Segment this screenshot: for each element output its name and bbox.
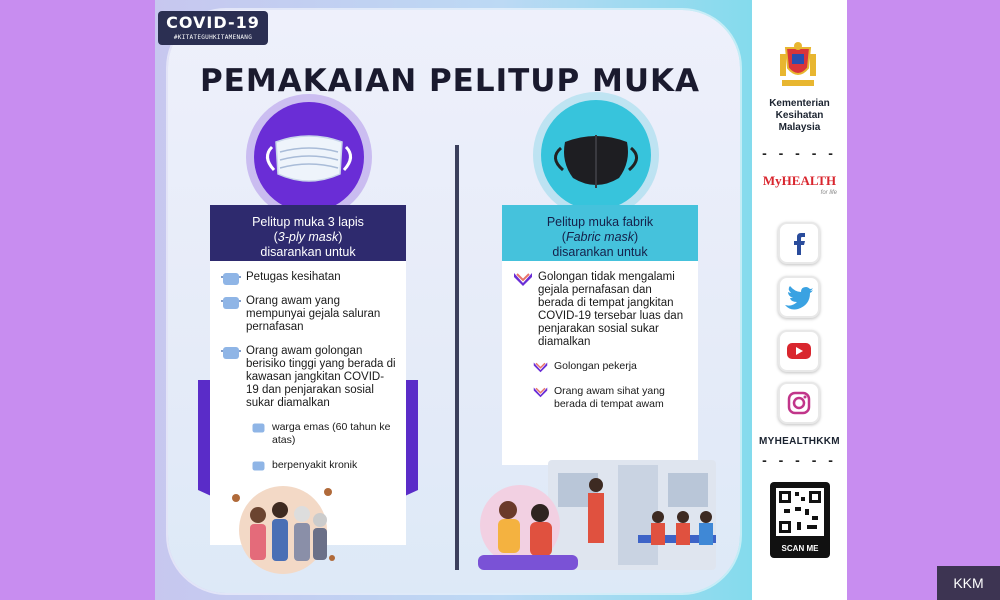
card-heading-line1: Pelitup muka fabrik	[546, 215, 654, 229]
social-handle: MYHEALTHKKM	[759, 436, 840, 447]
watermark: KKM	[937, 566, 1000, 600]
sub-list-item: Golongan pekerja	[532, 360, 688, 373]
mask-bullet-icon	[250, 422, 267, 434]
card-heading-line1: Pelitup muka 3 lapis	[252, 215, 364, 229]
family-illustration	[228, 480, 338, 575]
mask-bullet-icon	[220, 271, 242, 287]
scan-me-label: SCAN ME	[781, 544, 819, 553]
mask-bullet-icon	[250, 460, 267, 472]
badge-title: COVID-19	[166, 13, 260, 32]
page-title: PEMAKAIAN PELITUP MUKA	[199, 63, 701, 99]
list-item: Golongan tidak mengalami gejala pernafasan dan berada di tempat jangkitan COVID-19 tersebar luas dan penjarakan sosial sukar diamalkan	[512, 271, 688, 349]
youtube-icon[interactable]	[778, 330, 820, 372]
ministry-name	[752, 98, 847, 134]
facebook-icon[interactable]	[778, 222, 820, 264]
list-item: Orang awam golongan berisiko tinggi yang berada di kawasan jangkitan COVID-19 dan penjarakan sosial sukar diamalkan	[220, 345, 396, 410]
ministry-name-line2: Kesihatan	[775, 110, 824, 121]
myhealth-tagline: for life	[820, 190, 837, 196]
mask-bullet-icon	[220, 295, 242, 311]
card-heading-line3: disarankan untuk	[552, 245, 648, 259]
myhealth-brand: MyHEALTH	[762, 173, 837, 188]
mask-bullet-icon	[220, 345, 242, 361]
list-item: Petugas kesihatan	[220, 271, 396, 284]
badge-hashtag: #KITATEGUHKITAMENANG	[173, 34, 253, 41]
chevron-bullet-icon	[512, 271, 534, 287]
ministry-name-line1: Kementerian	[769, 98, 830, 109]
card-heading-english: 3-ply mask	[277, 230, 339, 244]
card-heading-line3: disarankan untuk	[260, 245, 356, 259]
coat-of-arms-logo	[772, 40, 824, 92]
separator-dashes: - - - - -	[762, 145, 837, 161]
sub-list-item: berpenyakit kronik	[250, 459, 396, 472]
card-heading: Pelitup muka fabrik (Fabric mask) disarankan untuk	[502, 205, 698, 261]
train-commuters-illustration	[478, 455, 718, 577]
card-heading: Pelitup muka 3 lapis (3-ply mask) disarankan untuk	[210, 205, 406, 261]
ministry-name-line3: Malaysia	[778, 122, 821, 133]
list-item: Orang awam yang mempunyai gejala saluran pernafasan	[220, 295, 396, 334]
vertical-divider	[455, 145, 459, 570]
separator-dashes: - - - - -	[762, 452, 837, 468]
fabric-mask-card	[502, 205, 698, 465]
myhealth-logo	[752, 172, 847, 196]
covid-badge	[158, 11, 268, 45]
instagram-icon[interactable]	[778, 382, 820, 424]
card-heading-english: Fabric mask	[565, 230, 635, 244]
sub-list-item: Orang awam sihat yang berada di tempat awam	[532, 385, 688, 411]
fabric-mask-icon	[541, 100, 651, 210]
twitter-icon[interactable]	[778, 276, 820, 318]
surgical-mask-icon	[254, 102, 364, 212]
chevron-bullet-icon	[532, 386, 549, 398]
chevron-bullet-icon	[532, 361, 549, 373]
sub-list-item: warga emas (60 tahun ke atas)	[250, 421, 396, 447]
